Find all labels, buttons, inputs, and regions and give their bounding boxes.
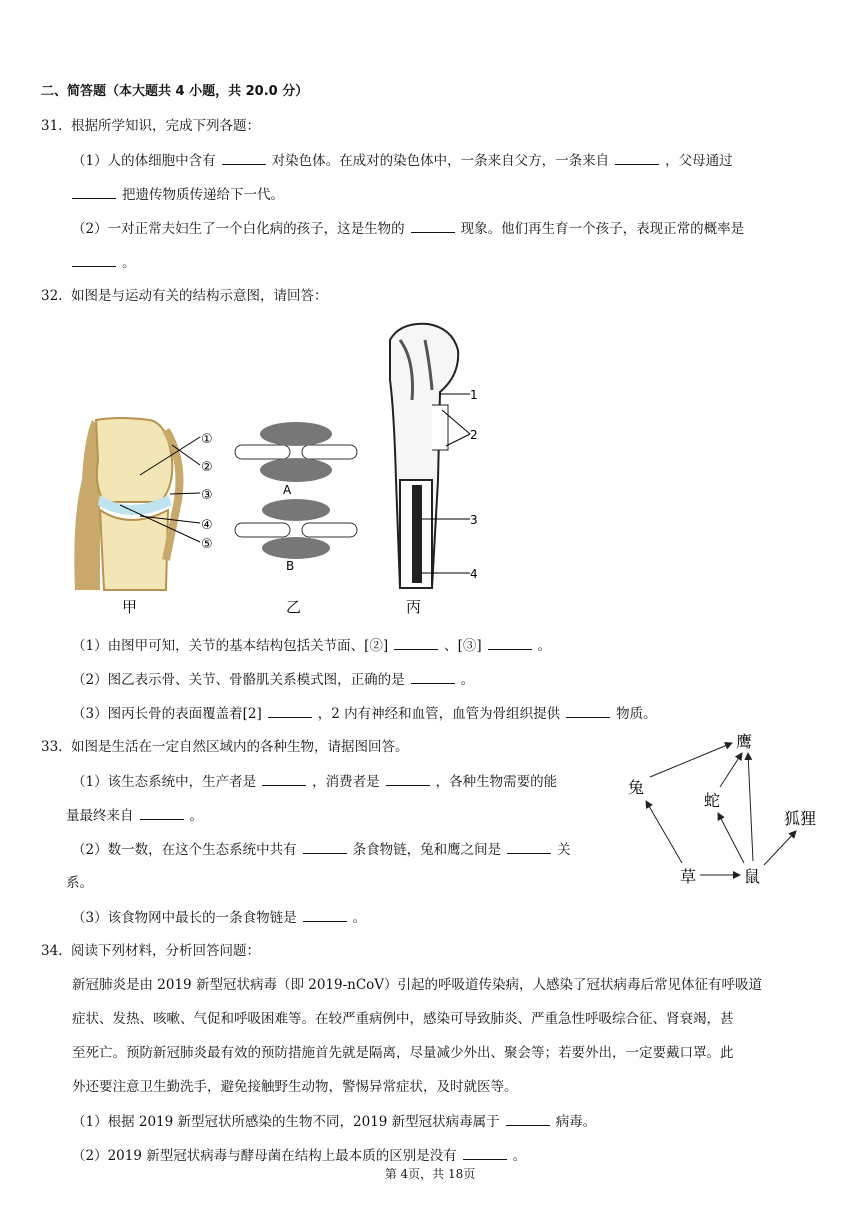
q33-part3 — [72, 907, 366, 928]
arrow-rabbit-eagle — [650, 743, 732, 777]
bone-label-4: 4 — [470, 567, 478, 581]
q34-material-line3: 至死亡。预防新冠肺炎最有效的预防措施首先就是隔离，尽量减少外出、聚会等；若要外出，一定要戴口罩。此 — [72, 1045, 734, 1061]
node-mouse: 鼠 — [744, 867, 761, 886]
label-5: ⑤ — [201, 537, 213, 552]
q32-part1 — [72, 635, 551, 656]
text: （3）该食物网中最长的一条食物链是 — [72, 910, 297, 926]
bone-label-2: 2 — [470, 428, 478, 442]
text: 、[③] — [444, 638, 482, 654]
joint-diagram-jia — [74, 418, 212, 590]
section-title: 二、简答题（本大题共 4 小题，共 20.0 分） — [41, 84, 309, 99]
muscle-model-yi — [235, 422, 357, 573]
node-snake: 蛇 — [704, 791, 721, 810]
q33-part1-line1 — [72, 771, 557, 792]
answer-blank[interactable] — [262, 771, 306, 786]
q32-part2 — [72, 669, 474, 690]
answer-blank[interactable] — [303, 907, 347, 922]
answer-blank[interactable] — [411, 669, 455, 684]
text: （2）图乙表示骨、关节、骨骼肌关系模式图，正确的是 — [72, 672, 405, 688]
text: （1）由图甲可知，关节的基本结构包括关节面、[②] — [72, 638, 389, 654]
text: 对染色体。在成对的染色体中，一条来自父方，一条来自 — [271, 153, 610, 169]
text: ，各种生物需要的能 — [435, 774, 558, 790]
node-grass: 草 — [680, 867, 697, 886]
text: 。 — [460, 672, 475, 688]
question-number: 34. — [41, 943, 63, 959]
text: 。 — [352, 910, 367, 926]
question-34-intro — [41, 941, 260, 961]
text: （1）人的体细胞中含有 — [72, 153, 216, 169]
label-4: ④ — [201, 518, 213, 533]
label-2: ② — [201, 460, 213, 475]
q31-part2-line2 — [66, 252, 136, 273]
text: ，消费者是 — [312, 774, 380, 790]
q33-part1-line2 — [66, 805, 203, 826]
long-bone-bing — [390, 324, 478, 588]
question-text: 根据所学知识，完成下列各题： — [71, 118, 260, 134]
q34-material-line4: 外还要注意卫生勤洗手，避免接触野生动物，警惕异常症状，及时就医等。 — [72, 1079, 518, 1095]
text: 物质。 — [616, 706, 657, 722]
node-eagle: 鹰 — [736, 732, 753, 751]
q34-part1 — [72, 1111, 596, 1132]
q34-part2 — [72, 1145, 526, 1166]
node-rabbit: 兔 — [628, 778, 645, 797]
text: 。 — [512, 1148, 527, 1164]
bone-label-1: 1 — [470, 388, 478, 402]
arrow-mouse-eagle — [748, 753, 753, 861]
movement-structures-figure — [60, 320, 500, 620]
question-text: 如图是与运动有关的结构示意图，请回答： — [71, 288, 328, 304]
question-text: 阅读下列材料，分析回答问题： — [71, 943, 260, 959]
q33-part2-line2: 系。 — [66, 875, 93, 891]
caption-bing: 丙 — [406, 598, 422, 616]
page-footer: 第 4页，共 18页 — [384, 1167, 476, 1181]
text: 条食物链，兔和鹰之间是 — [352, 842, 502, 858]
arrow-mouse-fox — [764, 831, 796, 865]
answer-blank[interactable] — [506, 1111, 550, 1126]
text: （1）该生态系统中，生产者是 — [72, 774, 257, 790]
question-32-intro — [41, 286, 328, 306]
answer-blank[interactable] — [411, 218, 455, 233]
label-3: ③ — [201, 488, 213, 503]
text: （2）2019 新型冠状病毒与酵母菌在结构上最本质的区别是没有 — [72, 1148, 457, 1164]
answer-blank[interactable] — [303, 839, 347, 854]
text: （3）图丙长骨的表面覆盖着[2] — [72, 706, 262, 722]
caption-jia: 甲 — [122, 598, 138, 616]
label-1: ① — [201, 432, 213, 447]
text: 关 — [557, 842, 571, 858]
model-label-a: A — [283, 483, 292, 497]
q34-material-line1: 新冠肺炎是由 2019 新型冠状病毒（即 2019-nCoV）引起的呼吸道传染病，人感染了冠状病毒后常见体征有呼吸道 — [72, 977, 763, 993]
q32-part3 — [72, 703, 657, 724]
answer-blank[interactable] — [463, 1145, 507, 1160]
question-31-intro — [41, 116, 260, 136]
answer-blank[interactable] — [488, 635, 532, 650]
text: （1）根据 2019 新型冠状所感染的生物不同，2019 新型冠状病毒属于 — [72, 1114, 500, 1130]
text: ，父母通过 — [665, 153, 733, 169]
q33-part2-line1 — [72, 839, 571, 860]
answer-blank[interactable] — [222, 150, 266, 165]
text: 。 — [122, 255, 136, 271]
text: 病毒。 — [555, 1114, 597, 1130]
question-number: 31. — [41, 118, 63, 134]
answer-blank[interactable] — [566, 703, 610, 718]
text: 量最终来自 — [66, 808, 134, 824]
answer-blank[interactable] — [507, 839, 551, 854]
answer-blank[interactable] — [72, 184, 116, 199]
q31-part1-line2 — [66, 184, 284, 205]
text: ，2 内有神经和血管，血管为骨组织提供 — [317, 706, 561, 722]
question-text: 如图是生活在一定自然区域内的各种生物，请据图回答。 — [71, 739, 409, 755]
answer-blank[interactable] — [72, 252, 116, 267]
question-number: 33. — [41, 739, 63, 755]
node-fox: 狐狸 — [784, 809, 817, 828]
q31-part1-line1 — [72, 150, 733, 171]
answer-blank[interactable] — [394, 635, 438, 650]
arrow-snake-eagle — [720, 753, 742, 787]
caption-yi: 乙 — [286, 598, 302, 616]
answer-blank[interactable] — [268, 703, 312, 718]
text: （2）一对正常夫妇生了一个白化病的孩子，这是生物的 — [72, 221, 405, 237]
arrow-grass-rabbit — [646, 801, 682, 863]
answer-blank[interactable] — [386, 771, 430, 786]
q31-part2-line1 — [72, 218, 744, 239]
answer-blank[interactable] — [615, 150, 659, 165]
text: 现象。他们再生育一个孩子，表现正常的概率是 — [460, 221, 745, 237]
question-number: 32. — [41, 288, 63, 304]
text: 把遗传物质传递给下一代。 — [122, 187, 284, 203]
bone-label-3: 3 — [470, 513, 478, 527]
model-label-b: B — [286, 559, 295, 573]
food-web-diagram — [620, 725, 830, 890]
q34-material-line2: 症状、发热、咳嗽、气促和呼吸困难等。在较严重病例中，感染可导致肺炎、严重急性呼吸综合征、肾衰竭，甚 — [72, 1011, 734, 1027]
text: 。 — [189, 808, 203, 824]
text: （2）数一数，在这个生态系统中共有 — [72, 842, 297, 858]
text: 。 — [537, 638, 552, 654]
question-33-intro — [41, 737, 409, 757]
answer-blank[interactable] — [140, 805, 184, 820]
arrow-mouse-snake — [718, 813, 744, 863]
